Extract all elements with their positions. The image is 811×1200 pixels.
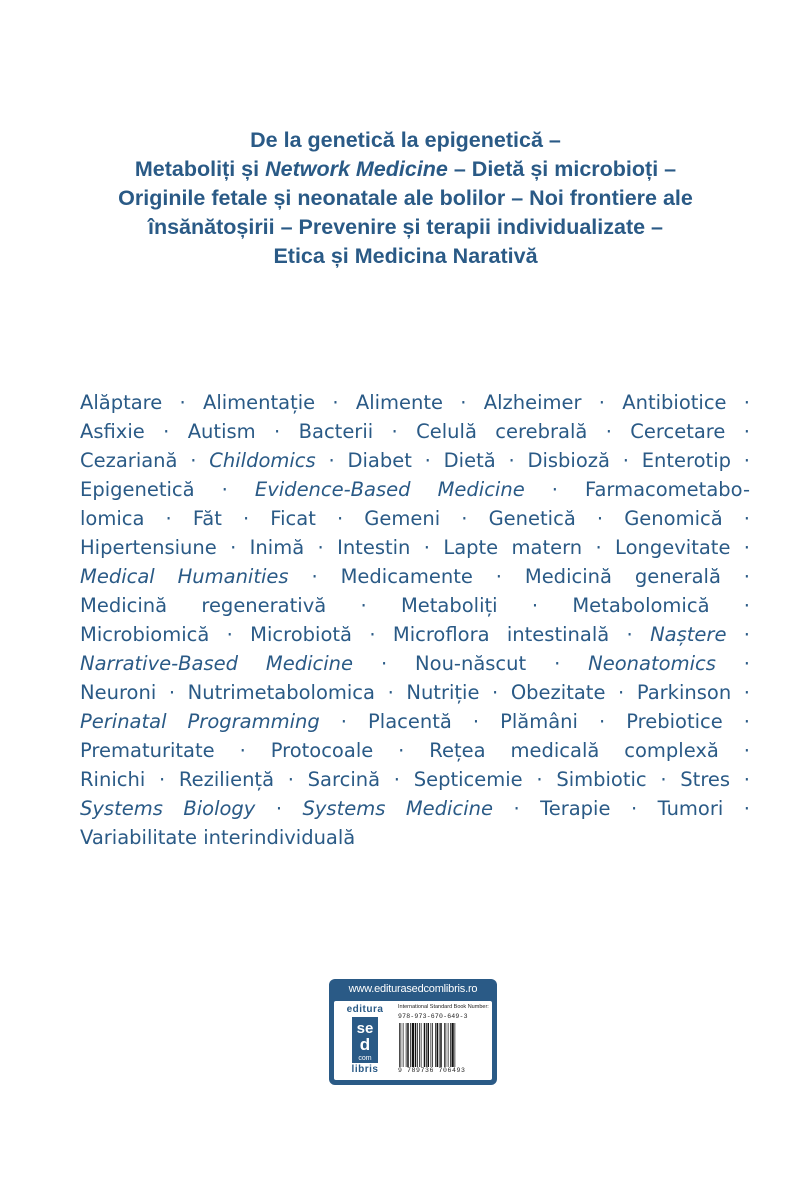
tagline-line-5: Etica și Medicina Narativă bbox=[273, 244, 538, 268]
publisher-logo bbox=[342, 1004, 388, 1078]
keyword-line: Alăptare · Alimentație · Alimente · Alzheimer · Antibiotice · bbox=[80, 391, 750, 414]
isbn-caption: International Standard Book Number: bbox=[398, 1004, 489, 1010]
label-panel bbox=[334, 1001, 492, 1080]
keyword-line: Hipertensiune · Inimă · Intestin · Lapte matern · Longevitate · bbox=[80, 536, 750, 559]
keyword-line: Epigenetică · Evidence-Based Medicine · Farmacometabo- bbox=[80, 478, 750, 501]
tagline-italic-network-medicine: Network Medicine bbox=[265, 157, 448, 181]
barcode-digits: 9 789736 706493 bbox=[398, 1067, 466, 1074]
tagline-line-3: Originile fetale și neonatale ale bolilor – Noi frontiere ale bbox=[118, 186, 693, 210]
keyword-line: lomica · Făt · Ficat · Gemeni · Genetică · Genomică · bbox=[80, 507, 750, 530]
svg-text:d: d bbox=[359, 1035, 371, 1054]
keyword-italic: Childomics bbox=[209, 449, 316, 472]
keyword-line: Narrative-Based Medicine · Nou-născut · Neonatomics · bbox=[80, 652, 750, 675]
logo-text-bottom: libris bbox=[351, 1064, 379, 1075]
barcode-icon bbox=[398, 1023, 488, 1067]
tagline-block bbox=[60, 126, 751, 271]
keyword-italic: Naștere bbox=[650, 623, 727, 646]
keyword-italic: Narrative-Based Medicine bbox=[80, 652, 354, 675]
keyword-line: Microbiomică · Microbiotă · Microflora intestinală · Naștere · bbox=[80, 623, 750, 646]
keyword-line: Prematuritate · Protocoale · Rețea medicală complexă · bbox=[80, 739, 750, 762]
publisher-logo-mark-icon bbox=[352, 1017, 378, 1063]
keyword-line: Neuroni · Nutrimetabolomica · Nutriție · Obezitate · Parkinson · bbox=[80, 681, 750, 704]
keyword-line: Cezariană · Childomics · Diabet · Dietă · Disbioză · Enterotip · bbox=[80, 449, 750, 472]
keyword-italic: Medical Humanities bbox=[80, 565, 289, 588]
keyword-line: Asfixie · Autism · Bacterii · Celulă cerebrală · Cercetare · bbox=[80, 420, 750, 443]
keyword-line: Variabilitate interindividuală bbox=[80, 826, 356, 849]
svg-text:com: com bbox=[358, 1055, 372, 1062]
publisher-label bbox=[329, 979, 497, 1085]
tagline-line-1: De la genetică la epigenetică – bbox=[250, 128, 561, 152]
tagline-line-2: Metaboliți și Network Medicine – Dietă și microbioți – bbox=[134, 157, 677, 181]
keyword-italic: Neonatomics bbox=[588, 652, 716, 675]
svg-text:se: se bbox=[356, 1020, 374, 1037]
logo-text-top: editura bbox=[346, 1004, 384, 1015]
keyword-line: Rinichi · Reziliență · Sarcină · Septicemie · Simbiotic · Stres · bbox=[80, 768, 750, 791]
keyword-line: Medical Humanities · Medicamente · Medicină generală · bbox=[80, 565, 750, 588]
tagline-line-4: însănătoșirii – Prevenire și terapii individualizate – bbox=[147, 215, 663, 239]
keyword-italic: Systems Biology bbox=[80, 797, 256, 820]
keyword-line: Systems Biology · Systems Medicine · Terapie · Tumori · bbox=[80, 797, 750, 820]
isbn-number: 978-973-670-649-3 bbox=[398, 1013, 468, 1020]
keyword-italic: Systems Medicine bbox=[302, 797, 493, 820]
keyword-line: Medicină regenerativă · Metaboliți · Metabolomică · bbox=[80, 594, 750, 617]
keyword-list bbox=[80, 388, 750, 852]
publisher-url: www.editurasedcomlibris.ro bbox=[348, 983, 478, 995]
isbn-barcode bbox=[398, 1004, 488, 1078]
keyword-italic: Perinatal Programming bbox=[80, 710, 320, 733]
keyword-line: Perinatal Programming · Placentă · Plămâni · Prebiotice · bbox=[80, 710, 750, 733]
keyword-italic: Evidence-Based Medicine bbox=[254, 478, 525, 501]
